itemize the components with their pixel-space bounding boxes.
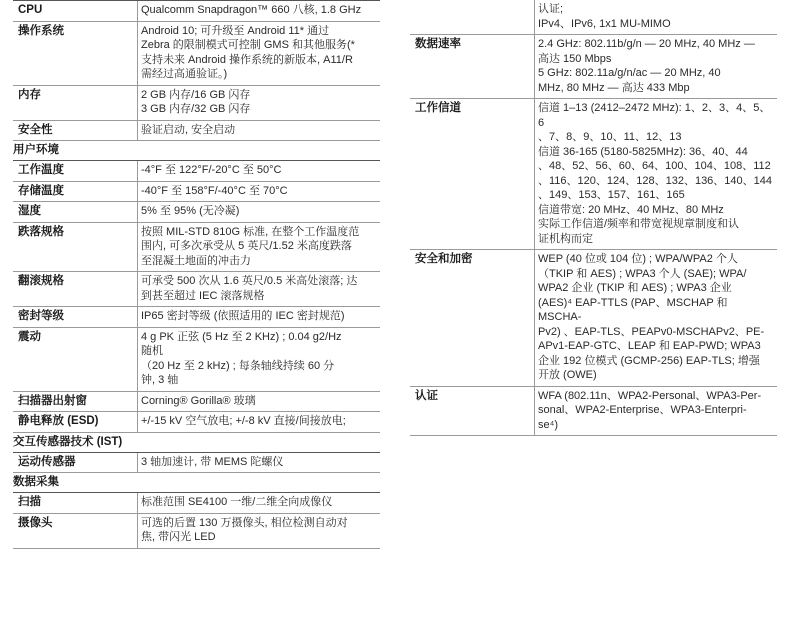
spec-row [13,121,380,142]
spec-value-line: 信道 1–13 (2412–2472 MHz): 1、2、3、4、5、6 [538,102,771,129]
spec-value-line: （TKIP 和 AES) ; WPA3 个人 (SAE); WPA/ [538,267,747,280]
spec-value-line: 2 GB 内存/16 GB 闪存 [141,88,251,101]
spec-value-line: 支持未来 Android 操作系统的新版本, A11/R [141,53,353,66]
spec-value-line: 验证启动, 安全启动 [141,123,236,136]
spec-value-line: (AES)⁴ EAP-TTLS (PAP、MSCHAP 和 MSCHA- [538,296,731,323]
spec-value-line: IP65 密封等级 (依照适用的 IEC 密封规范) [141,310,345,322]
spec-value [534,35,777,98]
spec-value-line: 焦, 带闪光 LED [141,531,216,543]
spec-value-line: 证机构而定 [538,232,593,245]
spec-value-line: 围内, 可多次承受从 5 英尺/1.52 米高度跌落 [141,240,352,252]
spec-value-line: 、149、153、157、161、165 [538,189,685,201]
left-sections [13,1,380,549]
spec-value-line: 5% 至 95% (无冷凝) [141,205,240,217]
spec-value-line: 需经过高通验证。) [141,68,228,80]
spec-label: 数据速率 [415,38,461,50]
spec-label: 密封等级 [18,310,64,322]
spec-label: 存储温度 [18,184,64,197]
spec-value-line: APv1-EAP-GTC、LEAP 和 EAP-PWD; WPA3 [538,340,761,352]
spec-label: 运动传感器 [18,455,76,468]
spec-value-line: （20 Hz 至 2 kHz) ; 每条轴线持续 60 分 [141,359,335,372]
spec-value [534,99,777,249]
spec-value [534,0,777,34]
right-spec-column [410,0,777,436]
spec-row [410,387,777,437]
spec-row [13,1,380,22]
spec-label: 安全性 [18,123,53,136]
spec-value-line: WFA (802.11n、WPA2-Personal、WPA3-Per- [538,389,762,402]
spec-value-line: 按照 MIL-STD 810G 标准, 在整个工作温度范 [141,225,360,238]
spec-value [534,387,777,436]
spec-row [13,392,380,413]
spec-row [13,223,380,273]
spec-label: 工作温度 [18,164,64,176]
spec-value-line: 5 GHz: 802.11a/g/n/ac — 20 MHz, 40 [538,67,721,79]
spec-value-line: 高达 150 Mbps [538,52,612,65]
spec-value-line: Android 10; 可升级至 Android 11* 通过 [141,24,330,37]
spec-value-line: 到甚至超过 IEC 滚落规格 [141,289,265,302]
spec-row [13,22,380,86]
spec-value-line: 随机 [141,345,163,357]
spec-row [13,86,380,121]
spec-row [410,0,777,35]
spec-value-line: -40°F 至 158°F/-40°C 至 70°C [141,184,288,197]
spec-label: 翻滚规格 [18,275,64,287]
spec-row [13,328,380,392]
spec-value-line: 、116、120、124、128、132、136、140、144 [538,174,773,187]
spec-value [137,161,380,181]
spec-value [137,392,380,412]
spec-label: 扫描器出射窗 [18,394,87,407]
spec-value-line: Zebra 的限制模式可控制 GMS 和其他服务(* [141,39,355,51]
spec-label: 认证 [415,389,438,402]
spec-value-line: 2.4 GHz: 802.11b/g/n — 20 MHz, 40 MHz — [538,38,755,50]
spec-value-line: 钟, 3 轴 [141,374,179,386]
spec-value [534,250,777,386]
spec-label: 震动 [18,330,41,343]
spec-label: 操作系统 [18,24,64,37]
spec-row [13,453,380,474]
spec-row [13,412,380,433]
spec-value-line: 标准范围 SE4100 一维/二维全向成像仪 [141,496,333,508]
section-title: 用户环境 [13,141,380,161]
spec-value [137,202,380,222]
spec-row [13,493,380,514]
spec-value [137,223,380,272]
spec-row [13,514,380,549]
spec-row [410,35,777,99]
spec-value-line: 3 轴加速计, 带 MEMS 陀螺仪 [141,455,284,468]
spec-value-line: 、7、8、9、10、11、12、13 [538,131,682,143]
spec-value-line: sonal、WPA2-Enterprise、WPA3-Enterpri- [538,404,747,416]
spec-value-line: IPv4、IPv6, 1x1 MU-MIMO [538,17,671,30]
spec-row [13,182,380,203]
spec-value-line: 4 g PK 正弦 (5 Hz 至 2 KHz) ; 0.04 g2/Hz [141,330,342,343]
spec-label: 静电释放 (ESD) [18,415,99,427]
spec-value-line: 、48、52、56、60、64、100、104、108、112 [538,160,771,172]
spec-value-line: 企业 192 位模式 (GCMP-256) EAP-TLS; 增强 [538,354,760,367]
spec-value [137,412,380,432]
spec-value [137,22,380,85]
spec-value [137,514,380,548]
spec-row [13,202,380,223]
spec-value-line: 开放 (OWE) [538,369,597,381]
spec-value-line: MHz, 80 MHz — 高达 433 Mbp [538,81,690,94]
spec-label: 工作信道 [415,102,461,114]
spec-value-line: 可承受 500 次从 1.6 英尺/0.5 米高处滚落; 达 [141,275,358,287]
spec-label: 扫描 [18,496,41,508]
spec-row [410,99,777,250]
spec-value-line: 实际工作信道/频率和带宽视规章制度和认 [538,218,740,230]
spec-value-line: 认证; [538,3,564,15]
spec-value [137,86,380,120]
spec-value-line: -4°F 至 122°F/-20°C 至 50°C [141,164,282,176]
spec-value-line: WEP (40 位或 104 位) ; WPA/WPA2 个人 [538,253,738,265]
spec-value-line: WPA2 企业 (TKIP 和 AES) ; WPA3 企业 [538,282,732,294]
spec-value [137,328,380,391]
spec-value-line: +/-15 kV 空气放电; +/-8 kV 直接/间接放电; [141,415,346,427]
spec-value [137,272,380,306]
spec-value-line: Qualcomm Snapdragon™ 660 八核, 1.8 GHz [141,4,362,16]
spec-value-line: Corning® Gorilla® 玻璃 [141,394,256,407]
spec-value [137,453,380,473]
spec-label: 湿度 [18,205,41,217]
spec-value-line: 信道 36-165 (5180-5825MHz): 36、40、44 [538,145,748,158]
section-title: 数据采集 [13,473,380,493]
spec-value-line: 至混凝土地面的冲击力 [141,254,251,267]
section-title: 交互传感器技术 (IST) [13,433,380,453]
spec-value-line: se⁴) [538,418,559,431]
spec-value-line: 3 GB 内存/32 GB 闪存 [141,103,251,115]
spec-label: 内存 [18,88,41,101]
spec-label: 摄像头 [18,516,53,529]
spec-value [137,121,380,141]
spec-value-line: 信道带宽: 20 MHz、40 MHz、80 MHz [538,203,724,216]
spec-label: 安全和加密 [415,253,473,265]
spec-row [410,250,777,387]
spec-value-line: 可选的后置 130 万摄像头, 相位检测自动对 [141,516,348,529]
spec-value [137,307,380,327]
spec-row [13,307,380,328]
spec-label: CPU [18,4,43,16]
left-spec-column [13,0,380,549]
spec-value [137,182,380,202]
spec-value [137,1,380,21]
right-rows [410,0,777,436]
spec-row [13,272,380,307]
spec-label: 跌落规格 [18,225,64,238]
spec-row [13,161,380,182]
spec-label [410,0,534,34]
spec-value-line: Pv2) 、EAP-TLS、PEAPv0-MSCHAPv2、PE- [538,325,765,338]
spec-value [137,493,380,513]
